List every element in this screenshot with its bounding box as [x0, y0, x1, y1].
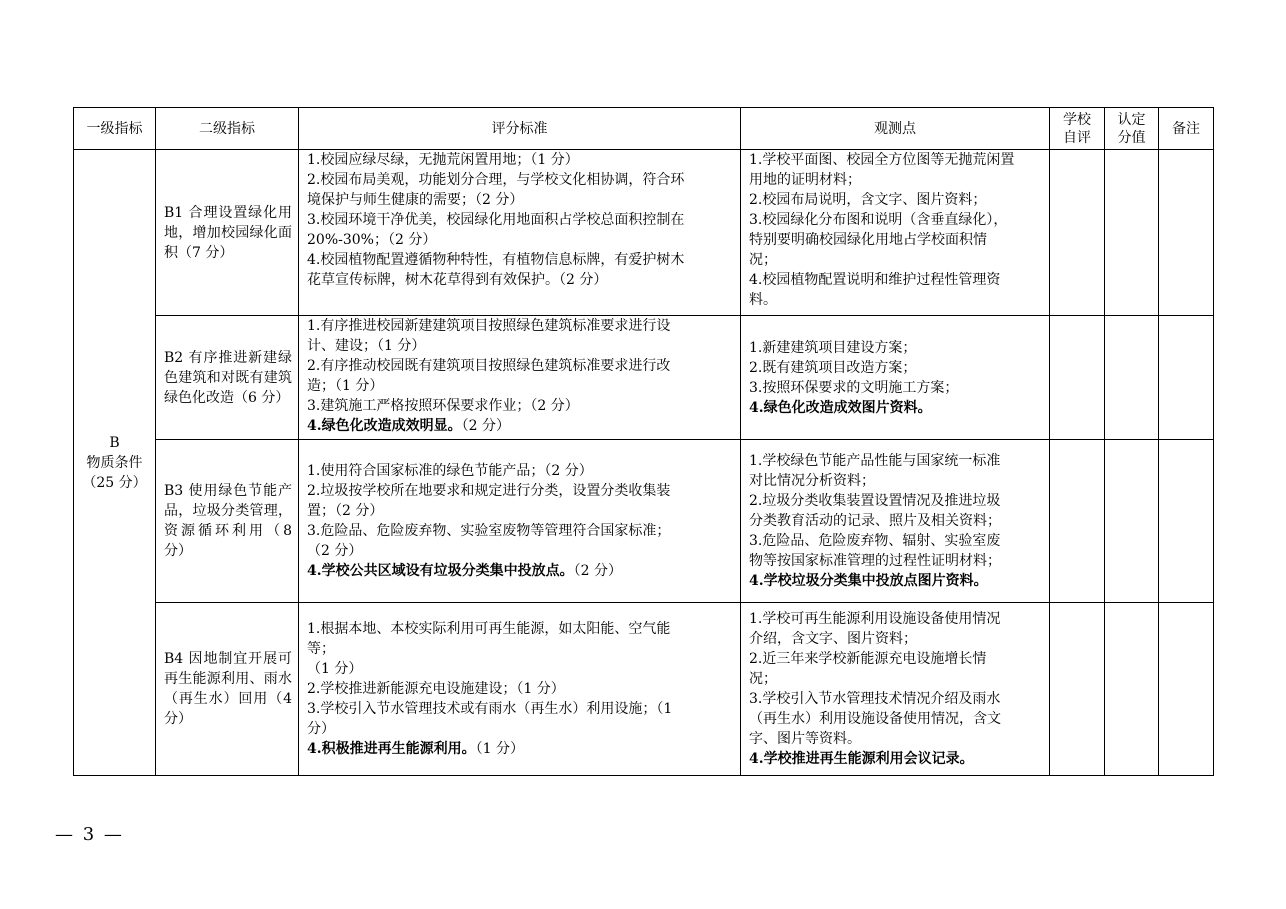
criteria-b4 — [299, 602, 741, 775]
list-item: 3.学校引入节水管理技术或有雨水（再生水）利用设施；（1 — [307, 700, 673, 717]
evaluation-table — [73, 107, 1214, 776]
indicator-b2: B2 有序推进新建绿色建筑和对既有建筑绿色化改造（6 分） — [156, 316, 299, 440]
list-item: 对比情况分析资料； — [749, 473, 875, 490]
score-text: （1 分） — [475, 740, 524, 757]
list-item: （1 分） — [307, 660, 363, 677]
list-item: 1.学校可再生能源利用设施设备使用情况 — [749, 610, 1001, 627]
list-item: 2.学校推进新能源充电设施建设；（1 分） — [307, 680, 565, 697]
list-item: 花草宣传标牌，树木花草得到有效保护。（2 分） — [307, 272, 608, 288]
confirmed-score-cell[interactable] — [1105, 440, 1159, 602]
list-item: 4.校园植物配置说明和维护过程性管理资 — [749, 272, 1001, 288]
header-self-eval-text: 学校自评 — [1063, 111, 1091, 146]
indicator-b1: B1 合理设置绿化用地，增加校园绿化面积（7 分） — [156, 150, 299, 316]
indicator-b4: B4 因地制宜开展可再生能源利用、雨水（再生水）回用（4 分） — [156, 602, 299, 775]
list-item: 4.学校垃圾分类集中投放点图片资料。 — [749, 573, 988, 590]
list-item: 3.建筑施工严格按照环保要求作业；（2 分） — [307, 398, 579, 415]
list-item: 物等按国家标准管理的过程性证明材料； — [749, 553, 1001, 570]
list-item: 3.学校引入节水管理技术情况介绍及雨水 — [749, 690, 1001, 707]
header-level2: 二级指标 — [156, 108, 299, 150]
list-item: 1.学校平面图、校园全方位图等无抛荒闲置 — [749, 152, 1015, 168]
list-item: （2 分） — [307, 543, 363, 560]
list-item: 介绍，含文字、图片资料； — [749, 630, 917, 647]
confirmed-score-cell[interactable] — [1105, 316, 1159, 440]
list-item: 分类教育活动的记录、照片及相关资料； — [749, 513, 1001, 530]
category-cell — [74, 150, 156, 776]
table-row — [74, 602, 1214, 775]
list-item: 字、图片等资料。 — [749, 730, 861, 747]
list-item: 3.危险品、危险废弃物、辐射、实验室废 — [749, 533, 1001, 550]
remarks-cell[interactable] — [1159, 602, 1214, 775]
self-eval-cell[interactable] — [1050, 440, 1105, 602]
emphasis-text: 4.绿色化改造成效明显。 — [307, 418, 462, 435]
observations-b3 — [741, 440, 1050, 602]
score-text: （2 分） — [573, 563, 622, 580]
table-row — [74, 150, 1214, 316]
list-item: 4.学校推进再生能源利用会议记录。 — [749, 750, 974, 767]
list-item — [299, 416, 740, 436]
list-item: 2.校园布局美观，功能划分合理，与学校文化相协调，符合环 — [307, 172, 685, 188]
list-item: 3.校园绿化分布图和说明（含垂直绿化）， — [749, 212, 1008, 228]
remarks-cell[interactable] — [1159, 316, 1214, 440]
list-item: 3.校园环境干净优美，校园绿化用地面积占学校总面积控制在 — [307, 212, 685, 228]
list-item: 等； — [307, 640, 335, 657]
header-self-eval — [1050, 108, 1105, 150]
header-confirmed-score-text: 认定分值 — [1117, 111, 1146, 146]
header-row — [74, 108, 1214, 150]
criteria-b3 — [299, 440, 741, 602]
list-item: 置；（2 分） — [307, 503, 384, 520]
table-row — [74, 316, 1214, 440]
list-item: 2.近三年来学校新能源充电设施增长情 — [749, 650, 987, 667]
header-criteria: 评分标准 — [299, 108, 741, 150]
header-observations: 观测点 — [741, 108, 1050, 150]
list-item: 计、建设；（1 分） — [307, 338, 426, 355]
category-code: B — [109, 434, 120, 451]
list-item: 20%-30%；（2 分） — [307, 232, 437, 248]
observations-b1 — [741, 150, 1050, 316]
confirmed-score-cell[interactable] — [1105, 602, 1159, 775]
confirmed-score-cell[interactable] — [1105, 150, 1159, 316]
category-score: （25 分） — [82, 474, 147, 491]
list-item — [299, 739, 740, 759]
list-item: 4.绿色化改造成效图片资料。 — [749, 399, 932, 416]
list-item: 特别要明确校园绿化用地占学校面积情 — [749, 232, 987, 248]
list-item: 用地的证明材料； — [749, 172, 861, 188]
list-item: 1.有序推进校园新建建筑项目按照绿色建筑标准要求进行设 — [307, 318, 671, 335]
list-item: 3.按照环保要求的文明施工方案； — [749, 379, 959, 396]
list-item: （再生水）利用设施设备使用情况，含文 — [749, 710, 1001, 727]
emphasis-text: 4.积极推进再生能源利用。 — [307, 740, 476, 757]
observations-b4 — [741, 602, 1050, 775]
criteria-b1 — [299, 150, 741, 316]
list-item: 1.新建建筑项目建设方案； — [749, 339, 917, 356]
header-confirmed-score — [1105, 108, 1159, 150]
list-item: 2.垃圾分类收集装置设置情况及推进垃圾 — [749, 493, 1001, 510]
list-item: 造；（1 分） — [307, 378, 384, 395]
criteria-b2 — [299, 316, 741, 440]
observations-b2 — [741, 316, 1050, 440]
score-text: （2 分） — [461, 418, 510, 435]
list-item: 境保护与师生健康的需要；（2 分） — [307, 192, 524, 208]
header-remarks: 备注 — [1159, 108, 1214, 150]
list-item: 况； — [749, 252, 777, 268]
category-name: 物质条件 — [86, 454, 143, 471]
list-item: 2.垃圾按学校所在地要求和规定进行分类，设置分类收集装 — [307, 483, 671, 500]
self-eval-cell[interactable] — [1050, 602, 1105, 775]
list-item: 2.校园布局说明，含文字、图片资料； — [749, 192, 987, 208]
list-item: 4.校园植物配置遵循物种特性，有植物信息标牌，有爱护树木 — [307, 252, 685, 268]
list-item: 1.校园应绿尽绿，无抛荒闲置用地；（1 分） — [307, 152, 579, 168]
list-item: 况； — [749, 670, 777, 687]
page-number: — 3 — — [55, 824, 124, 845]
remarks-cell[interactable] — [1159, 150, 1214, 316]
header-level1: 一级指标 — [74, 108, 156, 150]
list-item: 1.根据本地、本校实际利用可再生能源，如太阳能、空气能 — [307, 620, 671, 637]
indicator-b3: B3 使用绿色节能产品，垃圾分类管理，资源循环利用（8 分） — [156, 440, 299, 602]
list-item: 1.使用符合国家标准的绿色节能产品；（2 分） — [307, 463, 593, 480]
list-item: 2.既有建筑项目改造方案； — [749, 359, 917, 376]
list-item: 分） — [307, 720, 335, 737]
self-eval-cell[interactable] — [1050, 316, 1105, 440]
list-item — [299, 561, 740, 581]
list-item: 料。 — [749, 292, 777, 308]
self-eval-cell[interactable] — [1050, 150, 1105, 316]
list-item: 1.学校绿色节能产品性能与国家统一标准 — [749, 453, 1001, 470]
table-row — [74, 440, 1214, 602]
remarks-cell[interactable] — [1159, 440, 1214, 602]
list-item: 3.危险品、危险废弃物、实验室废物等管理符合国家标准； — [307, 523, 671, 540]
emphasis-text: 4.学校公共区域设有垃圾分类集中投放点。 — [307, 563, 574, 580]
list-item: 2.有序推动校园既有建筑项目按照绿色建筑标准要求进行改 — [307, 358, 671, 375]
